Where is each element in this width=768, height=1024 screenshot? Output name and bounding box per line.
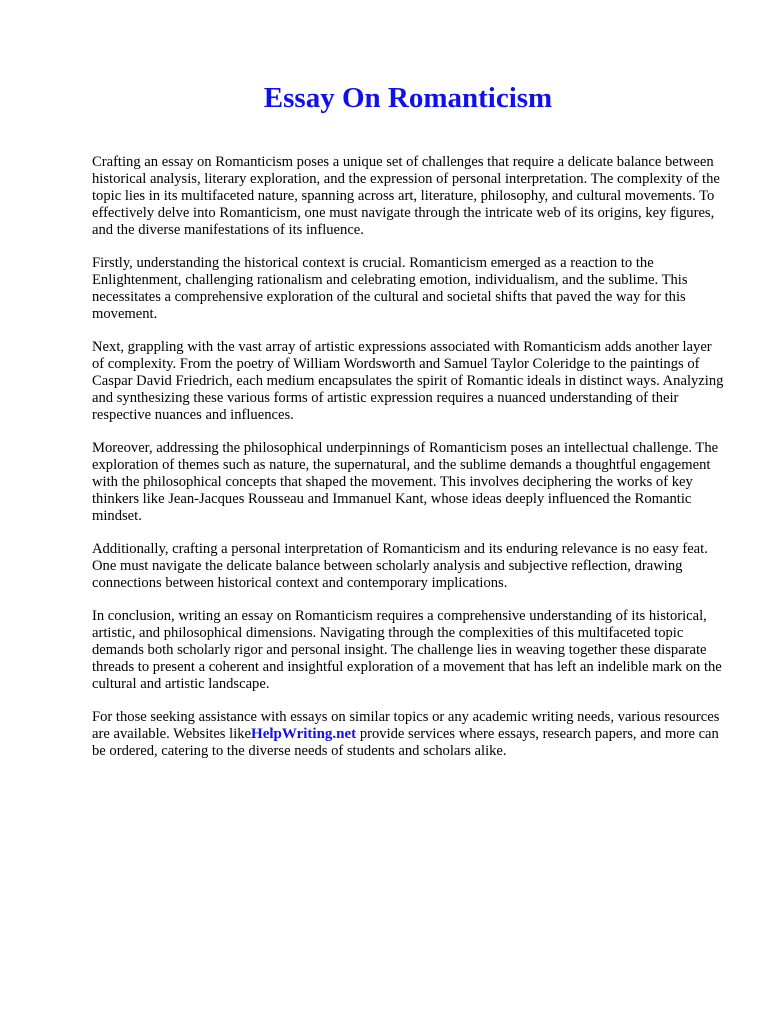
helpwriting-link[interactable]: HelpWriting.net: [251, 726, 357, 742]
paragraph-artistic-expressions: Next, grappling with the vast array of artistic expressions associated with Romanticism adds another layer of complexity. From the poetry of William Wordsworth and Samuel Taylor Coleridge to the paintings of Caspar David Friedrich, each medium encapsulates the spirit of Romantic ideals in distinct ways. Analyzing and synthesizing these various forms of artistic expression requires a nuanced understanding of their respective nuances and influences.: [92, 339, 724, 423]
resources-text-after: provide services where essays, research papers, and more can be ordered, catering to the diverse needs of students and scholars alike.: [92, 726, 719, 759]
resources-text-before: For those seeking assistance with essays on similar topics or any academic writing needs, various resources are available. Websites like: [92, 709, 720, 742]
paragraph-philosophical-underpinnings: Moreover, addressing the philosophical underpinnings of Romanticism poses an intellectual challenge. The exploration of themes such as nature, the supernatural, and the sublime demands a thoughtful engagement with the philosophical concepts that shaped the movement. This involves deciphering the works of key thinkers like Jean-Jacques Rousseau and Immanuel Kant, whose ideas deeply influenced the Romantic mindset.: [92, 440, 719, 524]
document-title: Essay On Romanticism: [263, 82, 553, 114]
paragraph-intro: Crafting an essay on Romanticism poses a unique set of challenges that require a delicate balance between historical analysis, literary exploration, and the expression of personal interpretation. The complexity of the topic lies in its multifaceted nature, spanning across art, literature, philosophy, and cultural movements. To effectively delve into Romanticism, one must navigate through the intricate web of its origins, key figures, and the diverse manifestations of its influence.: [92, 154, 720, 238]
paragraph-conclusion: In conclusion, writing an essay on Romanticism requires a comprehensive understanding of its historical, artistic, and philosophical dimensions. Navigating through the complexities of this multifaceted topic demands both scholarly rigor and personal insight. The challenge lies in weaving together these disparate threads to present a coherent and insightful exploration of a movement that has left an indelible mark on the cultural and artistic landscape.: [92, 608, 722, 692]
paragraph-personal-interpretation: Additionally, crafting a personal interpretation of Romanticism and its enduring relevance is no easy feat. One must navigate the delicate balance between scholarly analysis and subjective reflection, drawing connections between historical context and contemporary implications.: [92, 541, 708, 591]
paragraph-historical-context: Firstly, understanding the historical context is crucial. Romanticism emerged as a reaction to the Enlightenment, challenging rationalism and celebrating emotion, individualism, and the sublime. This necessitates a comprehensive exploration of the cultural and societal shifts that paved the way for this movement.: [92, 255, 688, 322]
paragraph-resources: [92, 709, 724, 760]
